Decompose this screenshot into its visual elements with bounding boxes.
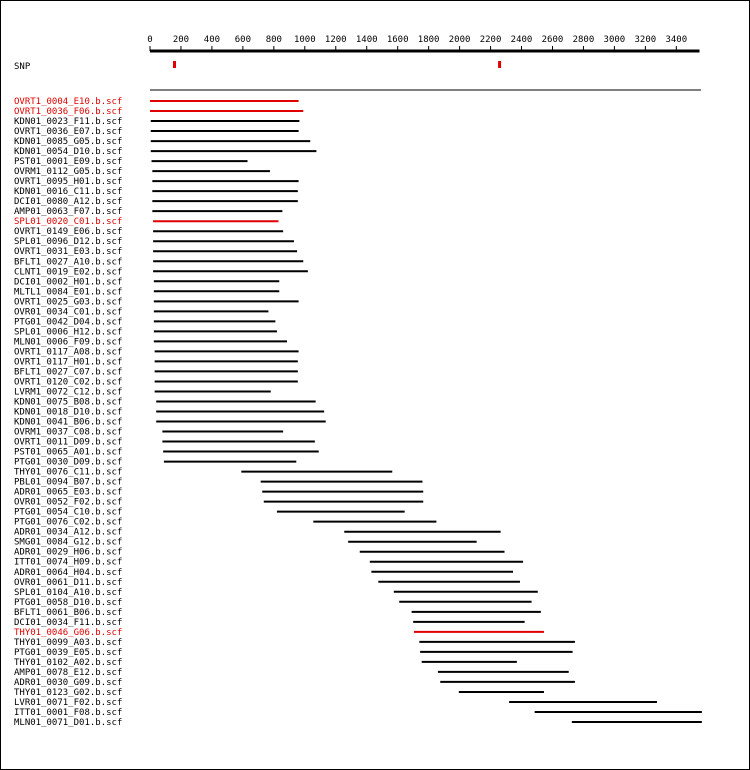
ruler-tick-label: 2800	[572, 35, 595, 45]
ruler-tick-label: 600	[234, 35, 252, 45]
read-row[interactable]	[14, 377, 298, 387]
read-row[interactable]	[14, 187, 298, 197]
read-row[interactable]	[14, 147, 316, 157]
read-row[interactable]	[14, 698, 657, 708]
ruler-tick-label: 2600	[541, 35, 564, 45]
read-name: ADR01_0029_H06.b.scf	[14, 547, 123, 558]
read-name: SMG01_0084_G12.b.scf	[14, 537, 123, 548]
read-name: MLTL1_0084_E01.b.scf	[14, 287, 123, 298]
read-list	[14, 97, 702, 728]
read-name: THY01_0123_G02.b.scf	[14, 687, 123, 698]
read-row[interactable]	[14, 518, 436, 528]
read-name: PTG01_0039_E05.b.scf	[14, 647, 123, 658]
read-row[interactable]	[14, 718, 702, 728]
ruler-tick-label: 3000	[603, 35, 626, 45]
read-row[interactable]	[14, 167, 270, 177]
read-name: DCI01_0034_F11.b.scf	[14, 617, 123, 628]
read-row[interactable]	[14, 247, 297, 257]
read-name: ITT01_0001_F08.b.scf	[14, 707, 123, 718]
read-row[interactable]	[14, 97, 299, 107]
ruler-tick-label: 2200	[479, 35, 502, 45]
read-name: OVRM1_0112_G05.b.scf	[14, 167, 123, 178]
read-row[interactable]	[14, 608, 541, 618]
read-row[interactable]	[14, 558, 523, 568]
read-row[interactable]	[14, 708, 702, 718]
read-row[interactable]	[14, 357, 298, 367]
read-row[interactable]	[14, 538, 477, 548]
read-row[interactable]	[14, 117, 299, 127]
read-row[interactable]	[14, 488, 423, 498]
read-row[interactable]	[14, 217, 278, 227]
read-row[interactable]	[14, 568, 513, 578]
read-row[interactable]	[14, 628, 544, 638]
read-name: OVRT1_0036_F06.b.scf	[14, 107, 123, 118]
read-row[interactable]	[14, 678, 575, 688]
read-row[interactable]	[14, 397, 316, 407]
read-name: OVRT1_0036_E07.b.scf	[14, 127, 123, 138]
read-row[interactable]	[14, 297, 299, 307]
read-row[interactable]	[14, 337, 287, 347]
read-name: PST01_0001_E09.b.scf	[14, 157, 123, 168]
read-name: PTG01_0058_D10.b.scf	[14, 597, 123, 608]
read-row[interactable]	[14, 458, 296, 468]
read-name: BFLT1_0027_A10.b.scf	[14, 257, 123, 268]
read-name: ADR01_0065_E03.b.scf	[14, 487, 123, 498]
read-name: KDN01_0016_C11.b.scf	[14, 187, 123, 198]
read-name: OVR01_0034_C01.b.scf	[14, 307, 123, 318]
read-row[interactable]	[14, 227, 283, 237]
read-row[interactable]	[14, 528, 501, 538]
read-row[interactable]	[14, 387, 271, 397]
read-row[interactable]	[14, 648, 573, 658]
read-row[interactable]	[14, 508, 405, 518]
read-name: THY01_0076_C11.b.scf	[14, 467, 123, 478]
read-name: SPL01_0020_C01.b.scf	[14, 217, 123, 228]
read-row[interactable]	[14, 638, 575, 648]
read-name: OVRT1_0117_H01.b.scf	[14, 357, 123, 368]
ruler-tick-label: 1800	[417, 35, 440, 45]
read-row[interactable]	[14, 197, 298, 207]
read-name: PBL01_0094_B07.b.scf	[14, 477, 123, 488]
read-row[interactable]	[14, 257, 303, 267]
read-name: CLNT1_0019_E02.b.scf	[14, 267, 123, 278]
ruler-tick-label: 2400	[510, 35, 533, 45]
read-name: OVRT1_0120_C02.b.scf	[14, 377, 123, 388]
read-row[interactable]	[14, 177, 299, 187]
read-name: PTG01_0042_D04.b.scf	[14, 317, 123, 328]
read-name: OVR01_0052_F02.b.scf	[14, 497, 123, 508]
read-name: OVRT1_0004_E10.b.scf	[14, 97, 123, 107]
snp-track	[14, 61, 501, 72]
read-name: DCI01_0002_H01.b.scf	[14, 277, 123, 288]
read-name: SPL01_0096_D12.b.scf	[14, 237, 123, 248]
read-row[interactable]	[14, 287, 279, 297]
read-row[interactable]	[14, 438, 315, 448]
read-row[interactable]	[14, 688, 544, 698]
ruler-tick-label: 200	[172, 35, 190, 45]
read-row[interactable]	[14, 578, 520, 588]
read-row[interactable]	[14, 498, 423, 508]
read-name: PST01_0065_A01.b.scf	[14, 447, 123, 458]
read-name: OVRT1_0031_E03.b.scf	[14, 247, 123, 258]
read-name: AMP01_0078_E12.b.scf	[14, 667, 123, 678]
read-name: DCI01_0080_A12.b.scf	[14, 197, 123, 208]
read-name: THY01_0099_A03.b.scf	[14, 637, 123, 648]
read-row[interactable]	[14, 267, 308, 277]
read-row[interactable]	[14, 207, 282, 217]
snp-marker	[173, 61, 176, 68]
read-row[interactable]	[14, 418, 326, 428]
read-row[interactable]	[14, 428, 283, 438]
read-name: ADR01_0064_H04.b.scf	[14, 567, 123, 578]
read-name: KDN01_0041_B06.b.scf	[14, 417, 123, 428]
read-row[interactable]	[14, 277, 279, 287]
ruler-tick-label: 400	[203, 35, 221, 45]
read-name: LVRM1_0072_C12.b.scf	[14, 387, 123, 398]
read-name: LVR01_0071_F02.b.scf	[14, 697, 123, 708]
read-name: KDN01_0018_D10.b.scf	[14, 407, 123, 418]
read-row[interactable]	[14, 317, 275, 327]
read-row[interactable]	[14, 658, 517, 668]
read-row[interactable]	[14, 107, 303, 117]
read-row[interactable]	[14, 407, 324, 417]
read-name: OVRT1_0011_D09.b.scf	[14, 437, 123, 448]
read-name: MLN01_0071_D01.b.scf	[14, 717, 123, 728]
ruler-tick-label: 2000	[448, 35, 471, 45]
snp-track-label: SNP	[14, 62, 31, 72]
read-row[interactable]	[14, 448, 319, 458]
snp-marker	[498, 61, 501, 68]
read-row[interactable]	[14, 237, 294, 247]
read-name: OVRT1_0025_G03.b.scf	[14, 297, 123, 308]
read-name: OVRT1_0149_E06.b.scf	[14, 227, 123, 238]
read-row[interactable]	[14, 127, 299, 137]
ruler-tick-label: 3200	[634, 35, 657, 45]
read-row[interactable]	[14, 327, 277, 337]
ruler-axis	[147, 35, 699, 51]
ruler-tick-label: 1000	[293, 35, 316, 45]
read-name: ADR01_0030_G09.b.scf	[14, 677, 123, 688]
read-name: KDN01_0085_G05.b.scf	[14, 137, 123, 148]
ruler-tick-label: 0	[147, 35, 153, 45]
read-row[interactable]	[14, 367, 298, 377]
read-name: BFLT1_0027_C07.b.scf	[14, 367, 123, 378]
read-row[interactable]	[14, 137, 310, 147]
read-name: KDN01_0023_F11.b.scf	[14, 117, 123, 128]
ruler-tick-label: 3400	[665, 35, 688, 45]
ruler-tick-label: 1200	[324, 35, 347, 45]
read-row[interactable]	[14, 157, 248, 167]
read-name: SPL01_0006_H12.b.scf	[14, 327, 123, 338]
read-row[interactable]	[14, 347, 299, 357]
read-name: PTG01_0054_C10.b.scf	[14, 507, 123, 518]
read-name: KDN01_0054_D10.b.scf	[14, 147, 123, 158]
read-name: THY01_0046_G06.b.scf	[14, 627, 123, 638]
read-name: OVRT1_0095_H01.b.scf	[14, 177, 123, 188]
read-row[interactable]	[14, 588, 538, 598]
read-row[interactable]	[14, 668, 569, 678]
read-name: OVR01_0061_D11.b.scf	[14, 577, 123, 588]
read-name: MLN01_0006_F09.b.scf	[14, 337, 123, 348]
read-name: ADR01_0034_A12.b.scf	[14, 527, 123, 538]
read-row[interactable]	[14, 478, 422, 488]
read-row[interactable]	[14, 307, 268, 317]
read-name: ITT01_0074_H09.b.scf	[14, 557, 123, 568]
read-row[interactable]	[14, 468, 392, 478]
read-name: AMP01_0063_F07.b.scf	[14, 207, 123, 218]
read-name: PTG01_0030_D09.b.scf	[14, 457, 123, 468]
ruler-tick-label: 1600	[386, 35, 409, 45]
ruler-tick-label: 800	[265, 35, 282, 45]
read-name: BFLT1_0061_B06.b.scf	[14, 607, 123, 618]
read-row[interactable]	[14, 618, 525, 628]
read-name: KDN01_0075_B08.b.scf	[14, 397, 123, 408]
read-name: OVRM1_0037_C08.b.scf	[14, 427, 123, 438]
read-name: OVRT1_0117_A08.b.scf	[14, 347, 123, 358]
read-row[interactable]	[14, 598, 532, 608]
read-name: SPL01_0104_A10.b.scf	[14, 587, 123, 598]
ruler-tick-label: 1400	[355, 35, 378, 45]
read-row[interactable]	[14, 548, 504, 558]
read-name: THY01_0102_A02.b.scf	[14, 657, 123, 668]
read-name: PTG01_0076_C02.b.scf	[14, 517, 123, 528]
